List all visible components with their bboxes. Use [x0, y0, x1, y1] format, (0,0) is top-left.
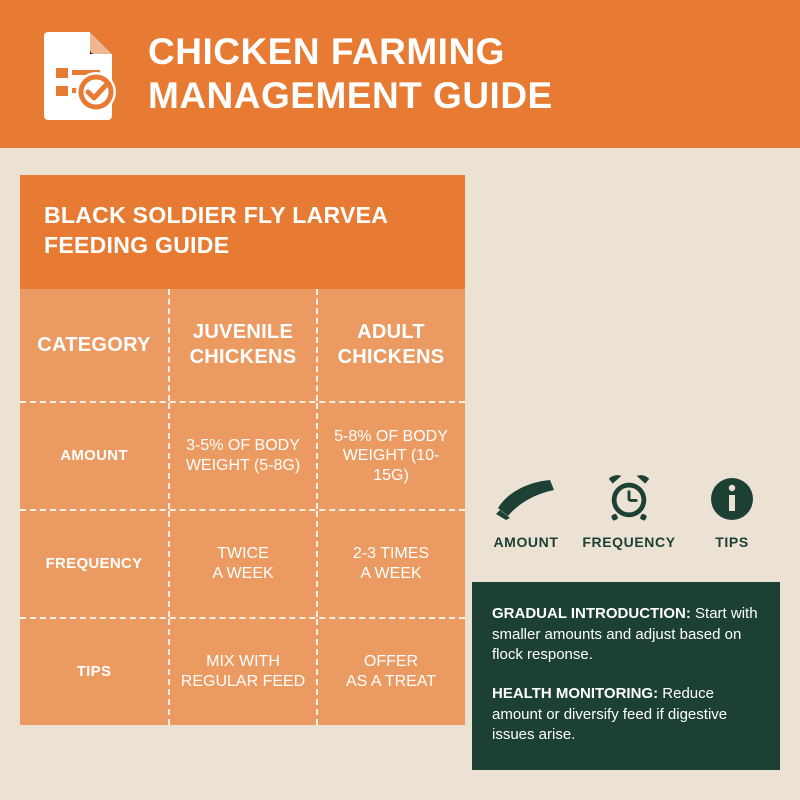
- row-label-tips: TIPS: [76, 662, 112, 680]
- note-heading: HEALTH MONITORING:: [492, 685, 659, 703]
- document-checklist-icon: [40, 28, 120, 120]
- header-banner: [0, 0, 800, 148]
- cell-tips-adult: OFFER AS A TREAT: [316, 619, 464, 725]
- column-header-category: CATEGORY: [37, 333, 151, 356]
- legend-label-amount: AMOUNT: [493, 534, 559, 550]
- row-label-frequency: FREQUENCY: [45, 554, 143, 572]
- note-heading: GRADUAL INTRODUCTION:: [492, 605, 691, 622]
- table-title-line-1: BLACK SOLDIER FLY LARVEA: [44, 202, 389, 228]
- notes-panel: [472, 582, 780, 770]
- table-title: [20, 175, 465, 289]
- scoop-icon: [478, 470, 574, 522]
- page-title-line-1: CHICKEN FARMING: [148, 31, 505, 73]
- table-title-line-2: FEEDING GUIDE: [44, 231, 230, 258]
- table-row: [20, 509, 465, 617]
- page-title: [148, 30, 553, 117]
- row-label-amount: AMOUNT: [60, 446, 128, 464]
- legend-item-frequency: [581, 470, 677, 550]
- note-health-monitoring: [492, 684, 760, 746]
- cell-amount-adult: 5-8% OF BODY WEIGHT (10-15G): [316, 403, 464, 509]
- column-header-adult: ADULT CHICKENS: [316, 289, 464, 401]
- note-text: Reduce amount or diversify feed if digestive issues arise.: [492, 685, 728, 744]
- info-circle-icon: [684, 470, 780, 522]
- table-row: [20, 617, 465, 725]
- cell-amount-juvenile: 3-5% OF BODY WEIGHT (5-8G): [168, 403, 316, 509]
- legend-item-tips: [684, 470, 780, 550]
- legend-label-tips: TIPS: [715, 534, 749, 550]
- table-row: [20, 401, 465, 509]
- column-header-juvenile: JUVENILE CHICKENS: [168, 289, 316, 401]
- note-gradual-introduction: [492, 604, 760, 666]
- legend-item-amount: [478, 470, 574, 550]
- cell-tips-juvenile: MIX WITH REGULAR FEED: [168, 619, 316, 725]
- note-text: Start with smaller amounts and adjust based on flock response.: [492, 605, 758, 664]
- legend-label-frequency: FREQUENCY: [582, 534, 676, 550]
- table-header-row: [20, 289, 465, 401]
- page-title-line-2: MANAGEMENT GUIDE: [148, 75, 553, 116]
- alarm-clock-icon: [581, 470, 677, 522]
- cell-frequency-juvenile: TWICE A WEEK: [168, 511, 316, 617]
- feeding-guide-table: [20, 175, 465, 725]
- icon-legend: [478, 470, 780, 550]
- cell-frequency-adult: 2-3 TIMES A WEEK: [316, 511, 464, 617]
